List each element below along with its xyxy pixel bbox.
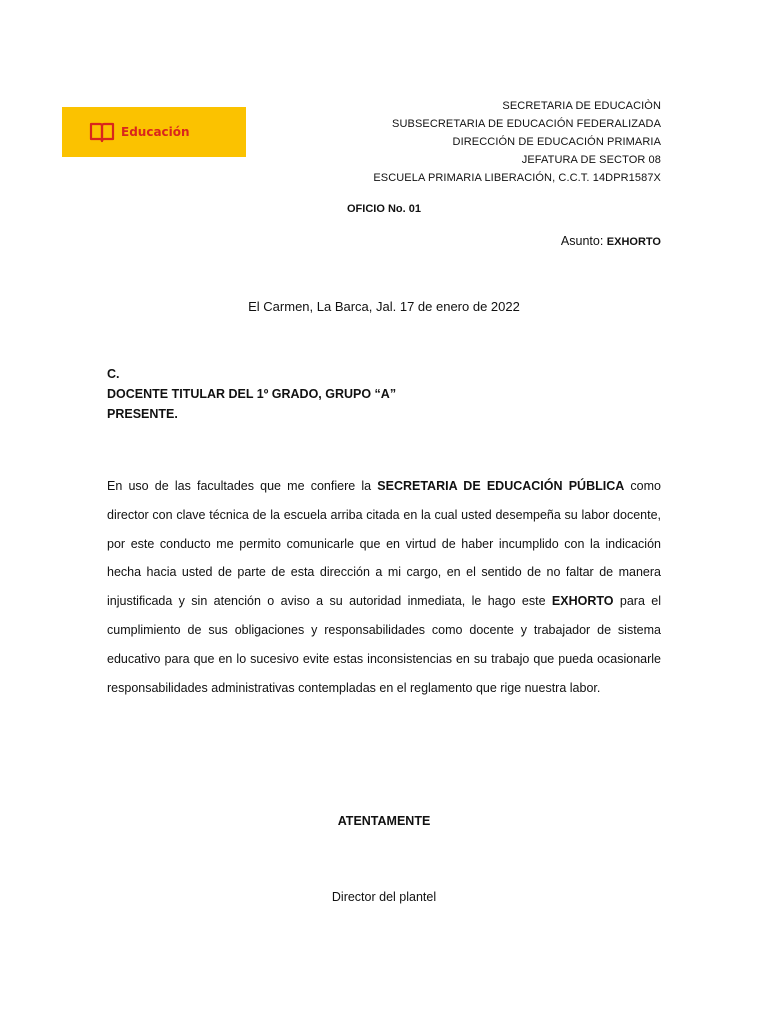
letterhead-line-escuela: ESCUELA PRIMARIA LIBERACIÓN, C.C.T. 14DPR1587X [373, 172, 661, 184]
subject-label: Asunto: [560, 234, 607, 248]
body-bold-exhorto: EXHORTO [551, 594, 614, 609]
subject-line [561, 234, 661, 248]
body-bold-secretaria: SECRETARIA DE EDUCACIÓN PÚBLICA [377, 479, 625, 493]
book-icon [89, 119, 115, 145]
letterhead-line-subsecretaria: SUBSECRETARIA DE EDUCACIÓN FEDERALIZADA [392, 118, 661, 130]
logo-text: Educación [121, 125, 190, 139]
closing: ATENTAMENTE [337, 814, 431, 828]
recipient-presente: PRESENTE. [107, 407, 178, 421]
body-part-1: En uso de las facultades que me confiere la [107, 479, 378, 493]
letterhead-line-jefatura: JEFATURA DE SECTOR 08 [521, 154, 661, 166]
letterhead [373, 97, 661, 187]
education-logo [62, 107, 246, 157]
body-part-3: para el cumplimiento de sus obligaciones y responsabilidades como docente y trabajador de sistema educativo para que en lo sucesivo evite estas inconsistencias en su trabajo que pueda ocasionarle responsabilidades administrativas contempladas en el reglamento que rige nuestra labor. [107, 594, 661, 695]
letterhead-line-direccion: DIRECCIÓN DE EDUCACIÓN PRIMARIA [452, 136, 661, 148]
subject-value: EXHORTO [606, 236, 661, 248]
letterhead-line-secretaria: SECRETARIA DE EDUCACIÒN [502, 100, 661, 112]
recipient-block [107, 364, 396, 424]
recipient-prefix: C. [107, 367, 120, 381]
body-part-2: como director con clave técnica de la escuela arriba citada en la cual usted desempeña su labor docente, por este conducto me permito comunicarle que en virtud de haber incumplido con la indicación hecha hacia usted de parte de esta dirección a mi cargo, en el sentido de no faltar de manera injustificada y sin atención o aviso a su autoridad inmediata, le hago este [107, 479, 662, 609]
oficio-number: OFICIO No. 01 [347, 203, 421, 215]
recipient-title: DOCENTE TITULAR DEL 1º GRADO, GRUPO “A” [107, 387, 397, 401]
place-date: El Carmen, La Barca, Jal. 17 de enero de 2022 [248, 299, 520, 314]
letter-body [107, 472, 661, 702]
signature-line: Director del plantel [331, 890, 437, 904]
